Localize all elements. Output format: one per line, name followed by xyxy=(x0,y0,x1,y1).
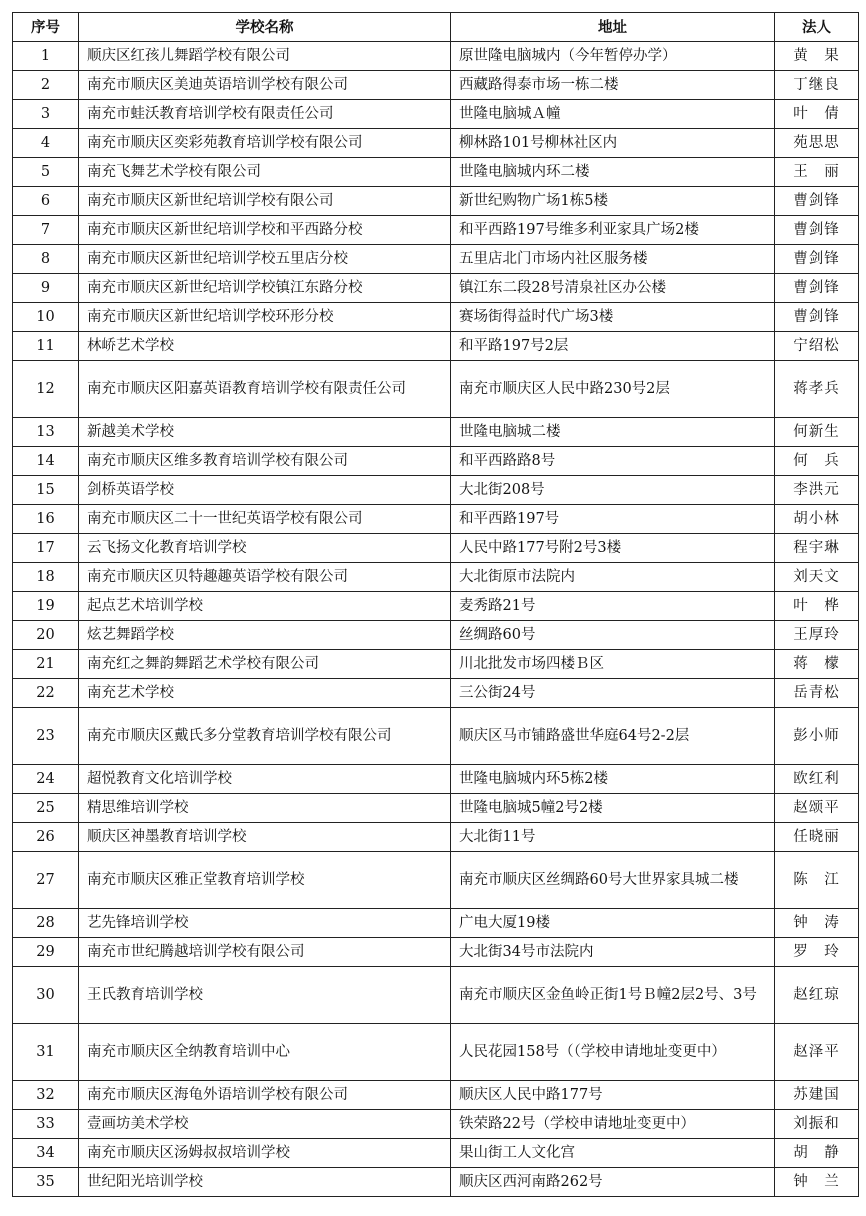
cell-school-name: 南充市顺庆区新世纪培训学校有限公司 xyxy=(79,187,451,216)
table-row xyxy=(13,765,859,794)
cell-school-name: 南充飞舞艺术学校有限公司 xyxy=(79,158,451,187)
table-row xyxy=(13,1110,859,1139)
cell-seq: 16 xyxy=(13,505,79,534)
cell-seq: 31 xyxy=(13,1024,79,1081)
cell-legal-rep: 王厚玲 xyxy=(775,621,859,650)
cell-seq: 24 xyxy=(13,765,79,794)
cell-seq: 26 xyxy=(13,823,79,852)
table-row xyxy=(13,708,859,765)
cell-legal-rep: 刘振和 xyxy=(775,1110,859,1139)
cell-seq: 21 xyxy=(13,650,79,679)
cell-address: 丝绸路60号 xyxy=(451,621,775,650)
header-seq: 序号 xyxy=(13,13,79,42)
cell-address: 川北批发市场四楼Ｂ区 xyxy=(451,650,775,679)
table-row xyxy=(13,42,859,71)
cell-school-name: 南充市顺庆区全纳教育培训中心 xyxy=(79,1024,451,1081)
cell-seq: 34 xyxy=(13,1139,79,1168)
cell-school-name: 新越美术学校 xyxy=(79,418,451,447)
cell-seq: 9 xyxy=(13,274,79,303)
cell-address: 和平西路197号 xyxy=(451,505,775,534)
cell-address: 南充市顺庆区丝绸路60号大世界家具城二楼 xyxy=(451,852,775,909)
cell-school-name: 云飞扬文化教育培训学校 xyxy=(79,534,451,563)
cell-legal-rep: 黄 果 xyxy=(775,42,859,71)
cell-address: 顺庆区人民中路177号 xyxy=(451,1081,775,1110)
cell-address: 大北街原市法院内 xyxy=(451,563,775,592)
cell-seq: 14 xyxy=(13,447,79,476)
cell-legal-rep: 任晓丽 xyxy=(775,823,859,852)
cell-school-name: 南充红之舞韵舞蹈艺术学校有限公司 xyxy=(79,650,451,679)
cell-school-name: 南充艺术学校 xyxy=(79,679,451,708)
cell-legal-rep: 蒋孝兵 xyxy=(775,361,859,418)
cell-school-name: 炫艺舞蹈学校 xyxy=(79,621,451,650)
table-row xyxy=(13,1139,859,1168)
cell-address: 世隆电脑城内环5栋2楼 xyxy=(451,765,775,794)
cell-school-name: 南充市顺庆区贝特趣趣英语学校有限公司 xyxy=(79,563,451,592)
cell-address: 世隆电脑城二楼 xyxy=(451,418,775,447)
cell-school-name: 南充市世纪腾越培训学校有限公司 xyxy=(79,938,451,967)
table-row xyxy=(13,563,859,592)
table-row xyxy=(13,187,859,216)
cell-legal-rep: 曹剑锋 xyxy=(775,187,859,216)
table-body xyxy=(13,42,859,1197)
cell-school-name: 南充市蛙沃教育培训学校有限责任公司 xyxy=(79,100,451,129)
table-row xyxy=(13,274,859,303)
header-school-name: 学校名称 xyxy=(79,13,451,42)
cell-school-name: 南充市顺庆区汤姆叔叔培训学校 xyxy=(79,1139,451,1168)
cell-address: 三公街24号 xyxy=(451,679,775,708)
cell-legal-rep: 钟 兰 xyxy=(775,1168,859,1197)
cell-legal-rep: 曹剑锋 xyxy=(775,216,859,245)
cell-seq: 17 xyxy=(13,534,79,563)
table-row xyxy=(13,476,859,505)
cell-address: 和平西路路8号 xyxy=(451,447,775,476)
cell-legal-rep: 叶 倩 xyxy=(775,100,859,129)
cell-seq: 4 xyxy=(13,129,79,158)
cell-address: 新世纪购物广场1栋5楼 xyxy=(451,187,775,216)
table-row xyxy=(13,216,859,245)
cell-school-name: 世纪阳光培训学校 xyxy=(79,1168,451,1197)
cell-address: 大北街34号市法院内 xyxy=(451,938,775,967)
table-row xyxy=(13,794,859,823)
table-row xyxy=(13,1168,859,1197)
cell-legal-rep: 丁继良 xyxy=(775,71,859,100)
cell-school-name: 南充市顺庆区海龟外语培训学校有限公司 xyxy=(79,1081,451,1110)
cell-address: 大北街11号 xyxy=(451,823,775,852)
cell-legal-rep: 何新生 xyxy=(775,418,859,447)
cell-address: 大北街208号 xyxy=(451,476,775,505)
cell-address: 广电大厦19楼 xyxy=(451,909,775,938)
cell-school-name: 王氏教育培训学校 xyxy=(79,967,451,1024)
cell-address: 人民中路177号附2号3楼 xyxy=(451,534,775,563)
table-row xyxy=(13,129,859,158)
cell-school-name: 超悦教育文化培训学校 xyxy=(79,765,451,794)
table-row xyxy=(13,71,859,100)
cell-address: 赛场街得益时代广场3楼 xyxy=(451,303,775,332)
cell-seq: 15 xyxy=(13,476,79,505)
cell-legal-rep: 赵红琼 xyxy=(775,967,859,1024)
cell-address: 柳林路101号柳林社区内 xyxy=(451,129,775,158)
table-row xyxy=(13,1081,859,1110)
table-row xyxy=(13,621,859,650)
cell-address: 原世隆电脑城内（今年暂停办学） xyxy=(451,42,775,71)
cell-seq: 33 xyxy=(13,1110,79,1139)
cell-address: 世隆电脑城内环二楼 xyxy=(451,158,775,187)
cell-seq: 11 xyxy=(13,332,79,361)
cell-seq: 35 xyxy=(13,1168,79,1197)
cell-seq: 18 xyxy=(13,563,79,592)
header-row xyxy=(13,13,859,42)
cell-seq: 25 xyxy=(13,794,79,823)
table-row xyxy=(13,1024,859,1081)
cell-seq: 1 xyxy=(13,42,79,71)
cell-seq: 32 xyxy=(13,1081,79,1110)
table-row xyxy=(13,852,859,909)
cell-address: 世隆电脑城Ａ幢 xyxy=(451,100,775,129)
table-row xyxy=(13,158,859,187)
cell-legal-rep: 叶 桦 xyxy=(775,592,859,621)
table-row xyxy=(13,245,859,274)
cell-school-name: 南充市顺庆区阳嘉英语教育培训学校有限责任公司 xyxy=(79,361,451,418)
cell-school-name: 南充市顺庆区新世纪培训学校环形分校 xyxy=(79,303,451,332)
cell-address: 南充市顺庆区人民中路230号2层 xyxy=(451,361,775,418)
table-row xyxy=(13,418,859,447)
cell-seq: 6 xyxy=(13,187,79,216)
cell-legal-rep: 刘天文 xyxy=(775,563,859,592)
table-row xyxy=(13,332,859,361)
cell-seq: 28 xyxy=(13,909,79,938)
cell-school-name: 壹画坊美术学校 xyxy=(79,1110,451,1139)
cell-school-name: 剑桥英语学校 xyxy=(79,476,451,505)
cell-address: 和平路197号2层 xyxy=(451,332,775,361)
table-row xyxy=(13,909,859,938)
cell-seq: 27 xyxy=(13,852,79,909)
table-row xyxy=(13,100,859,129)
cell-address: 顺庆区马市铺路盛世华庭64号2-2层 xyxy=(451,708,775,765)
table-row xyxy=(13,938,859,967)
cell-seq: 10 xyxy=(13,303,79,332)
cell-legal-rep: 曹剑锋 xyxy=(775,274,859,303)
cell-school-name: 南充市顺庆区二十一世纪英语学校有限公司 xyxy=(79,505,451,534)
table-row xyxy=(13,967,859,1024)
cell-seq: 5 xyxy=(13,158,79,187)
cell-address: 南充市顺庆区金鱼岭正街1号Ｂ幢2层2号、3号 xyxy=(451,967,775,1024)
cell-legal-rep: 胡小林 xyxy=(775,505,859,534)
cell-school-name: 艺先锋培训学校 xyxy=(79,909,451,938)
cell-school-name: 南充市顺庆区新世纪培训学校镇江东路分校 xyxy=(79,274,451,303)
table-row xyxy=(13,447,859,476)
cell-legal-rep: 曹剑锋 xyxy=(775,303,859,332)
cell-legal-rep: 欧红利 xyxy=(775,765,859,794)
table-row xyxy=(13,823,859,852)
cell-address: 西藏路得泰市场一栋二楼 xyxy=(451,71,775,100)
cell-seq: 19 xyxy=(13,592,79,621)
school-roster-table xyxy=(12,12,859,1197)
table-row xyxy=(13,534,859,563)
cell-school-name: 南充市顺庆区新世纪培训学校五里店分校 xyxy=(79,245,451,274)
cell-address: 和平西路197号维多利亚家具广场2楼 xyxy=(451,216,775,245)
cell-address: 人民花园158号（（学校申请地址变更中） xyxy=(451,1024,775,1081)
cell-school-name: 南充市顺庆区戴氏多分堂教育培训学校有限公司 xyxy=(79,708,451,765)
cell-address: 果山街工人文化宫 xyxy=(451,1139,775,1168)
cell-school-name: 精思维培训学校 xyxy=(79,794,451,823)
cell-school-name: 顺庆区神墨教育培训学校 xyxy=(79,823,451,852)
cell-school-name: 南充市顺庆区奕彩苑教育培训学校有限公司 xyxy=(79,129,451,158)
cell-address: 顺庆区西河南路262号 xyxy=(451,1168,775,1197)
table-row xyxy=(13,303,859,332)
cell-address: 世隆电脑城5幢2号2楼 xyxy=(451,794,775,823)
cell-legal-rep: 王 丽 xyxy=(775,158,859,187)
cell-school-name: 顺庆区红孩儿舞蹈学校有限公司 xyxy=(79,42,451,71)
cell-school-name: 南充市顺庆区新世纪培训学校和平西路分校 xyxy=(79,216,451,245)
cell-legal-rep: 李洪元 xyxy=(775,476,859,505)
cell-seq: 23 xyxy=(13,708,79,765)
table-row xyxy=(13,592,859,621)
table-row xyxy=(13,679,859,708)
cell-school-name: 南充市顺庆区雅正堂教育培训学校 xyxy=(79,852,451,909)
cell-legal-rep: 宁绍松 xyxy=(775,332,859,361)
cell-address: 镇江东二段28号清泉社区办公楼 xyxy=(451,274,775,303)
cell-address: 麦秀路21号 xyxy=(451,592,775,621)
cell-seq: 3 xyxy=(13,100,79,129)
table-row xyxy=(13,361,859,418)
header-address: 地址 xyxy=(451,13,775,42)
cell-legal-rep: 何 兵 xyxy=(775,447,859,476)
cell-legal-rep: 蒋 檬 xyxy=(775,650,859,679)
cell-seq: 29 xyxy=(13,938,79,967)
cell-legal-rep: 胡 静 xyxy=(775,1139,859,1168)
cell-school-name: 林峤艺术学校 xyxy=(79,332,451,361)
cell-legal-rep: 苏建国 xyxy=(775,1081,859,1110)
cell-address: 铁荣路22号（学校申请地址变更中） xyxy=(451,1110,775,1139)
cell-school-name: 起点艺术培训学校 xyxy=(79,592,451,621)
cell-legal-rep: 岳青松 xyxy=(775,679,859,708)
cell-legal-rep: 陈 江 xyxy=(775,852,859,909)
cell-legal-rep: 罗 玲 xyxy=(775,938,859,967)
table-row xyxy=(13,505,859,534)
cell-seq: 20 xyxy=(13,621,79,650)
cell-seq: 12 xyxy=(13,361,79,418)
cell-legal-rep: 彭小师 xyxy=(775,708,859,765)
cell-address: 五里店北门市场内社区服务楼 xyxy=(451,245,775,274)
cell-seq: 30 xyxy=(13,967,79,1024)
cell-school-name: 南充市顺庆区维多教育培训学校有限公司 xyxy=(79,447,451,476)
cell-seq: 8 xyxy=(13,245,79,274)
cell-seq: 22 xyxy=(13,679,79,708)
cell-school-name: 南充市顺庆区美迪英语培训学校有限公司 xyxy=(79,71,451,100)
cell-legal-rep: 曹剑锋 xyxy=(775,245,859,274)
cell-seq: 2 xyxy=(13,71,79,100)
cell-legal-rep: 苑思思 xyxy=(775,129,859,158)
cell-legal-rep: 钟 涛 xyxy=(775,909,859,938)
table-row xyxy=(13,650,859,679)
cell-seq: 13 xyxy=(13,418,79,447)
cell-legal-rep: 赵泽平 xyxy=(775,1024,859,1081)
header-legal-rep: 法人 xyxy=(775,13,859,42)
cell-seq: 7 xyxy=(13,216,79,245)
cell-legal-rep: 赵颂平 xyxy=(775,794,859,823)
cell-legal-rep: 程宇琳 xyxy=(775,534,859,563)
